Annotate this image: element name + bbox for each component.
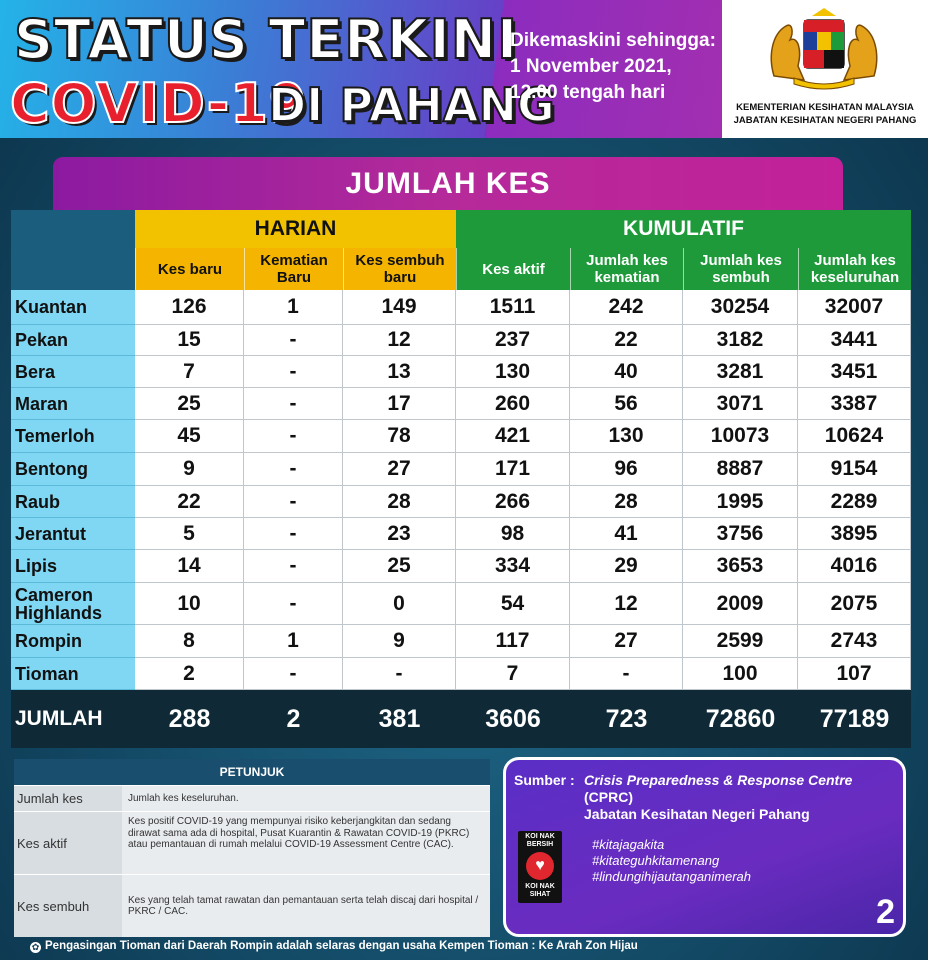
update-line: 12.00 tengah hari [510,82,666,103]
heart-icon: ♥ [526,852,554,880]
update-line: Dikemaskini sehingga: [510,30,716,51]
petunjuk-legend [14,759,490,937]
legend-term: Kes aktif [14,812,122,874]
table-cell: 149 [343,290,456,325]
table-cell: 266 [456,486,570,518]
table-cell: 12 [343,325,456,356]
table-row [11,583,911,625]
table-cell: 3441 [798,325,911,356]
jumlah-kes-banner [53,157,843,213]
district-name: Tioman [11,658,135,690]
table-cell: 1511 [456,290,570,325]
table-row [11,518,911,550]
hashtag: #lindungihijautanganimerah [592,869,752,884]
table-cell: 1995 [683,486,798,518]
source-panel [503,757,906,937]
column-header: Jumlah kes kematian [570,248,683,290]
source-text [584,772,903,823]
legend-row [14,874,490,937]
koi-top-text: KOI NAK BERSIH [525,833,555,848]
table-cell: 117 [456,625,570,658]
table-row [11,550,911,583]
table-cell: 171 [456,453,570,486]
table-row [11,453,911,486]
cases-table [11,210,911,690]
district-name: Pekan [11,325,135,356]
district-name: Cameron Highlands [11,583,135,625]
total-row [11,690,911,748]
table-cell: 54 [456,583,570,625]
update-line: 1 November 2021, [510,56,672,77]
ministry-line: JABATAN KESIHATAN NEGERI PAHANG [733,115,917,126]
table-cell: 8 [135,625,244,658]
table-cell: 260 [456,388,570,420]
ministry-line: KEMENTERIAN KESIHATAN MALAYSIA [736,102,914,113]
district-name: Bentong [11,453,135,486]
table-cell: 9154 [798,453,911,486]
banner-title: JUMLAH KES [345,167,551,200]
table-cell: - [244,453,343,486]
district-name: Maran [11,388,135,420]
table-cell: 9 [135,453,244,486]
table-cell: 22 [570,325,683,356]
table-cell: 10624 [798,420,911,453]
ministry-name [722,101,928,127]
table-cell: 242 [570,290,683,325]
table-cell: 7 [135,356,244,388]
legend-term: Jumlah kes [14,786,122,811]
column-header: Kes aktif [456,248,570,290]
table-cell: 3653 [683,550,798,583]
column-header: Jumlah kes sembuh [683,248,798,290]
table-cell: 1 [244,625,343,658]
column-header: Kes baru [135,248,244,290]
legend-description: Kes yang telah tamat rawatan dan pemantauan serta telah discaj dari hospital / PKRC / CAC. [122,875,490,937]
column-header: Kes sembuh baru [343,248,456,290]
table-cell: 56 [570,388,683,420]
table-cell: 10073 [683,420,798,453]
table-row [11,658,911,690]
table-cell: 237 [456,325,570,356]
district-name: Rompin [11,625,135,658]
koi-nak-sihat-logo [518,831,562,903]
koi-bottom-text: KOI NAK SIHAT [525,883,555,898]
footer-text: Pengasingan Tioman dari Daerah Rompin adalah selaras dengan usaha Kempen Tioman : Ke Arah Zon Hijau [45,940,638,952]
table-cell: 25 [343,550,456,583]
table-cell: 2 [135,658,244,690]
petunjuk-heading: PETUNJUK [14,759,490,785]
legend-row [14,811,490,874]
header [0,0,928,138]
hashtag: #kitajagakita [592,837,665,852]
table-cell: 28 [570,486,683,518]
table-cell: 22 [135,486,244,518]
district-name: Lipis [11,550,135,583]
table-cell: 0 [343,583,456,625]
table-cell: 40 [570,356,683,388]
column-header: Jumlah kes keseluruhan [798,248,911,290]
table-cell: - [244,325,343,356]
update-timestamp [510,28,716,106]
legend-description: Jumlah kes keseluruhan. [122,786,490,811]
column-header: Kematian Baru [244,248,343,290]
hashtag: #kitateguhkitamenang [592,853,720,868]
table-cell: - [343,658,456,690]
table-cell: 32007 [798,290,911,325]
table-cell: 9 [343,625,456,658]
table-cell: 30254 [683,290,798,325]
district-name: Raub [11,486,135,518]
table-cell: - [244,388,343,420]
table-cell: - [244,486,343,518]
legend-row [14,785,490,811]
table-cell: 15 [135,325,244,356]
table-cell: 126 [135,290,244,325]
group-header-harian: HARIAN [135,210,456,248]
info-icon: ✿ [31,942,40,952]
district-name: Kuantan [11,290,135,325]
total-value: 2 [286,705,301,733]
table-cell: 7 [456,658,570,690]
table-cell: 130 [570,420,683,453]
hashtags [592,837,751,885]
table-row [11,356,911,388]
table-cell: - [244,356,343,388]
table-cell: 334 [456,550,570,583]
total-value: 381 [378,705,421,733]
group-header-kumulatif: KUMULATIF [456,210,911,248]
total-value: 77189 [819,705,890,733]
table-cell: 100 [683,658,798,690]
table-cell: 27 [343,453,456,486]
malaysia-crest-icon [764,6,884,90]
table-cell: 3071 [683,388,798,420]
table-cell: - [244,420,343,453]
table-cell: 3451 [798,356,911,388]
district-name: Bera [11,356,135,388]
table-cell: 17 [343,388,456,420]
table-cell: 23 [343,518,456,550]
table-cell: 14 [135,550,244,583]
table-row [11,625,911,658]
source-line1: Crisis Preparedness & Response Centre [584,772,853,788]
table-cell: 130 [456,356,570,388]
table-cell: 3387 [798,388,911,420]
footer-note [30,940,638,953]
source-line1-suffix: (CPRC) [584,789,633,805]
table-corner [11,210,135,290]
total-value: 723 [605,705,648,733]
table-cell: 28 [343,486,456,518]
title-covid: COVID-19 [10,72,308,135]
table-cell: 12 [570,583,683,625]
table-cell: - [244,583,343,625]
table-cell: 3756 [683,518,798,550]
title-region: DI PAHANG [268,78,555,132]
table-cell: 2599 [683,625,798,658]
table-cell: 41 [570,518,683,550]
page-number: 2 [876,893,895,931]
table-cell: 29 [570,550,683,583]
total-value: 288 [168,705,211,733]
table-row [11,325,911,356]
table-cell: 2289 [798,486,911,518]
source-label: Sumber : [514,772,575,788]
legend-description: Kes positif COVID-19 yang mempunyai risiko keberjangkitan dan sedang dirawat sama ada di hospital, Pusat Kuarantin & Rawatan COVID-19 (PKRC) atau pemantauan di rumah melalui COVID-19 Assessment Centre (CAC). [122,812,490,874]
total-value: 3606 [485,705,541,733]
table-cell: 3895 [798,518,911,550]
table-cell: 421 [456,420,570,453]
title-line1: STATUS TERKINI [14,8,519,71]
table-cell: 1 [244,290,343,325]
table-cell: 25 [135,388,244,420]
table-cell: 5 [135,518,244,550]
table-cell: 98 [456,518,570,550]
table-cell: - [244,518,343,550]
table-cell: 45 [135,420,244,453]
table-row [11,290,911,325]
table-cell: 4016 [798,550,911,583]
source-line2: Jabatan Kesihatan Negeri Pahang [584,806,810,822]
table-cell: 2743 [798,625,911,658]
table-row [11,486,911,518]
table-cell: 2009 [683,583,798,625]
table-cell: 3182 [683,325,798,356]
table-cell: 107 [798,658,911,690]
district-name: Temerloh [11,420,135,453]
table-row [11,388,911,420]
table-cell: 13 [343,356,456,388]
table-cell: 27 [570,625,683,658]
table-cell: 2075 [798,583,911,625]
table-cell: 3281 [683,356,798,388]
table-cell: 10 [135,583,244,625]
district-name: Jerantut [11,518,135,550]
table-cell: - [244,550,343,583]
table-cell: 8887 [683,453,798,486]
table-cell: - [570,658,683,690]
total-label: JUMLAH [15,707,103,730]
table-cell: 96 [570,453,683,486]
table-cell: - [244,658,343,690]
table-cell: 78 [343,420,456,453]
legend-term: Kes sembuh [14,875,122,937]
total-value: 72860 [705,705,776,733]
table-row [11,420,911,453]
